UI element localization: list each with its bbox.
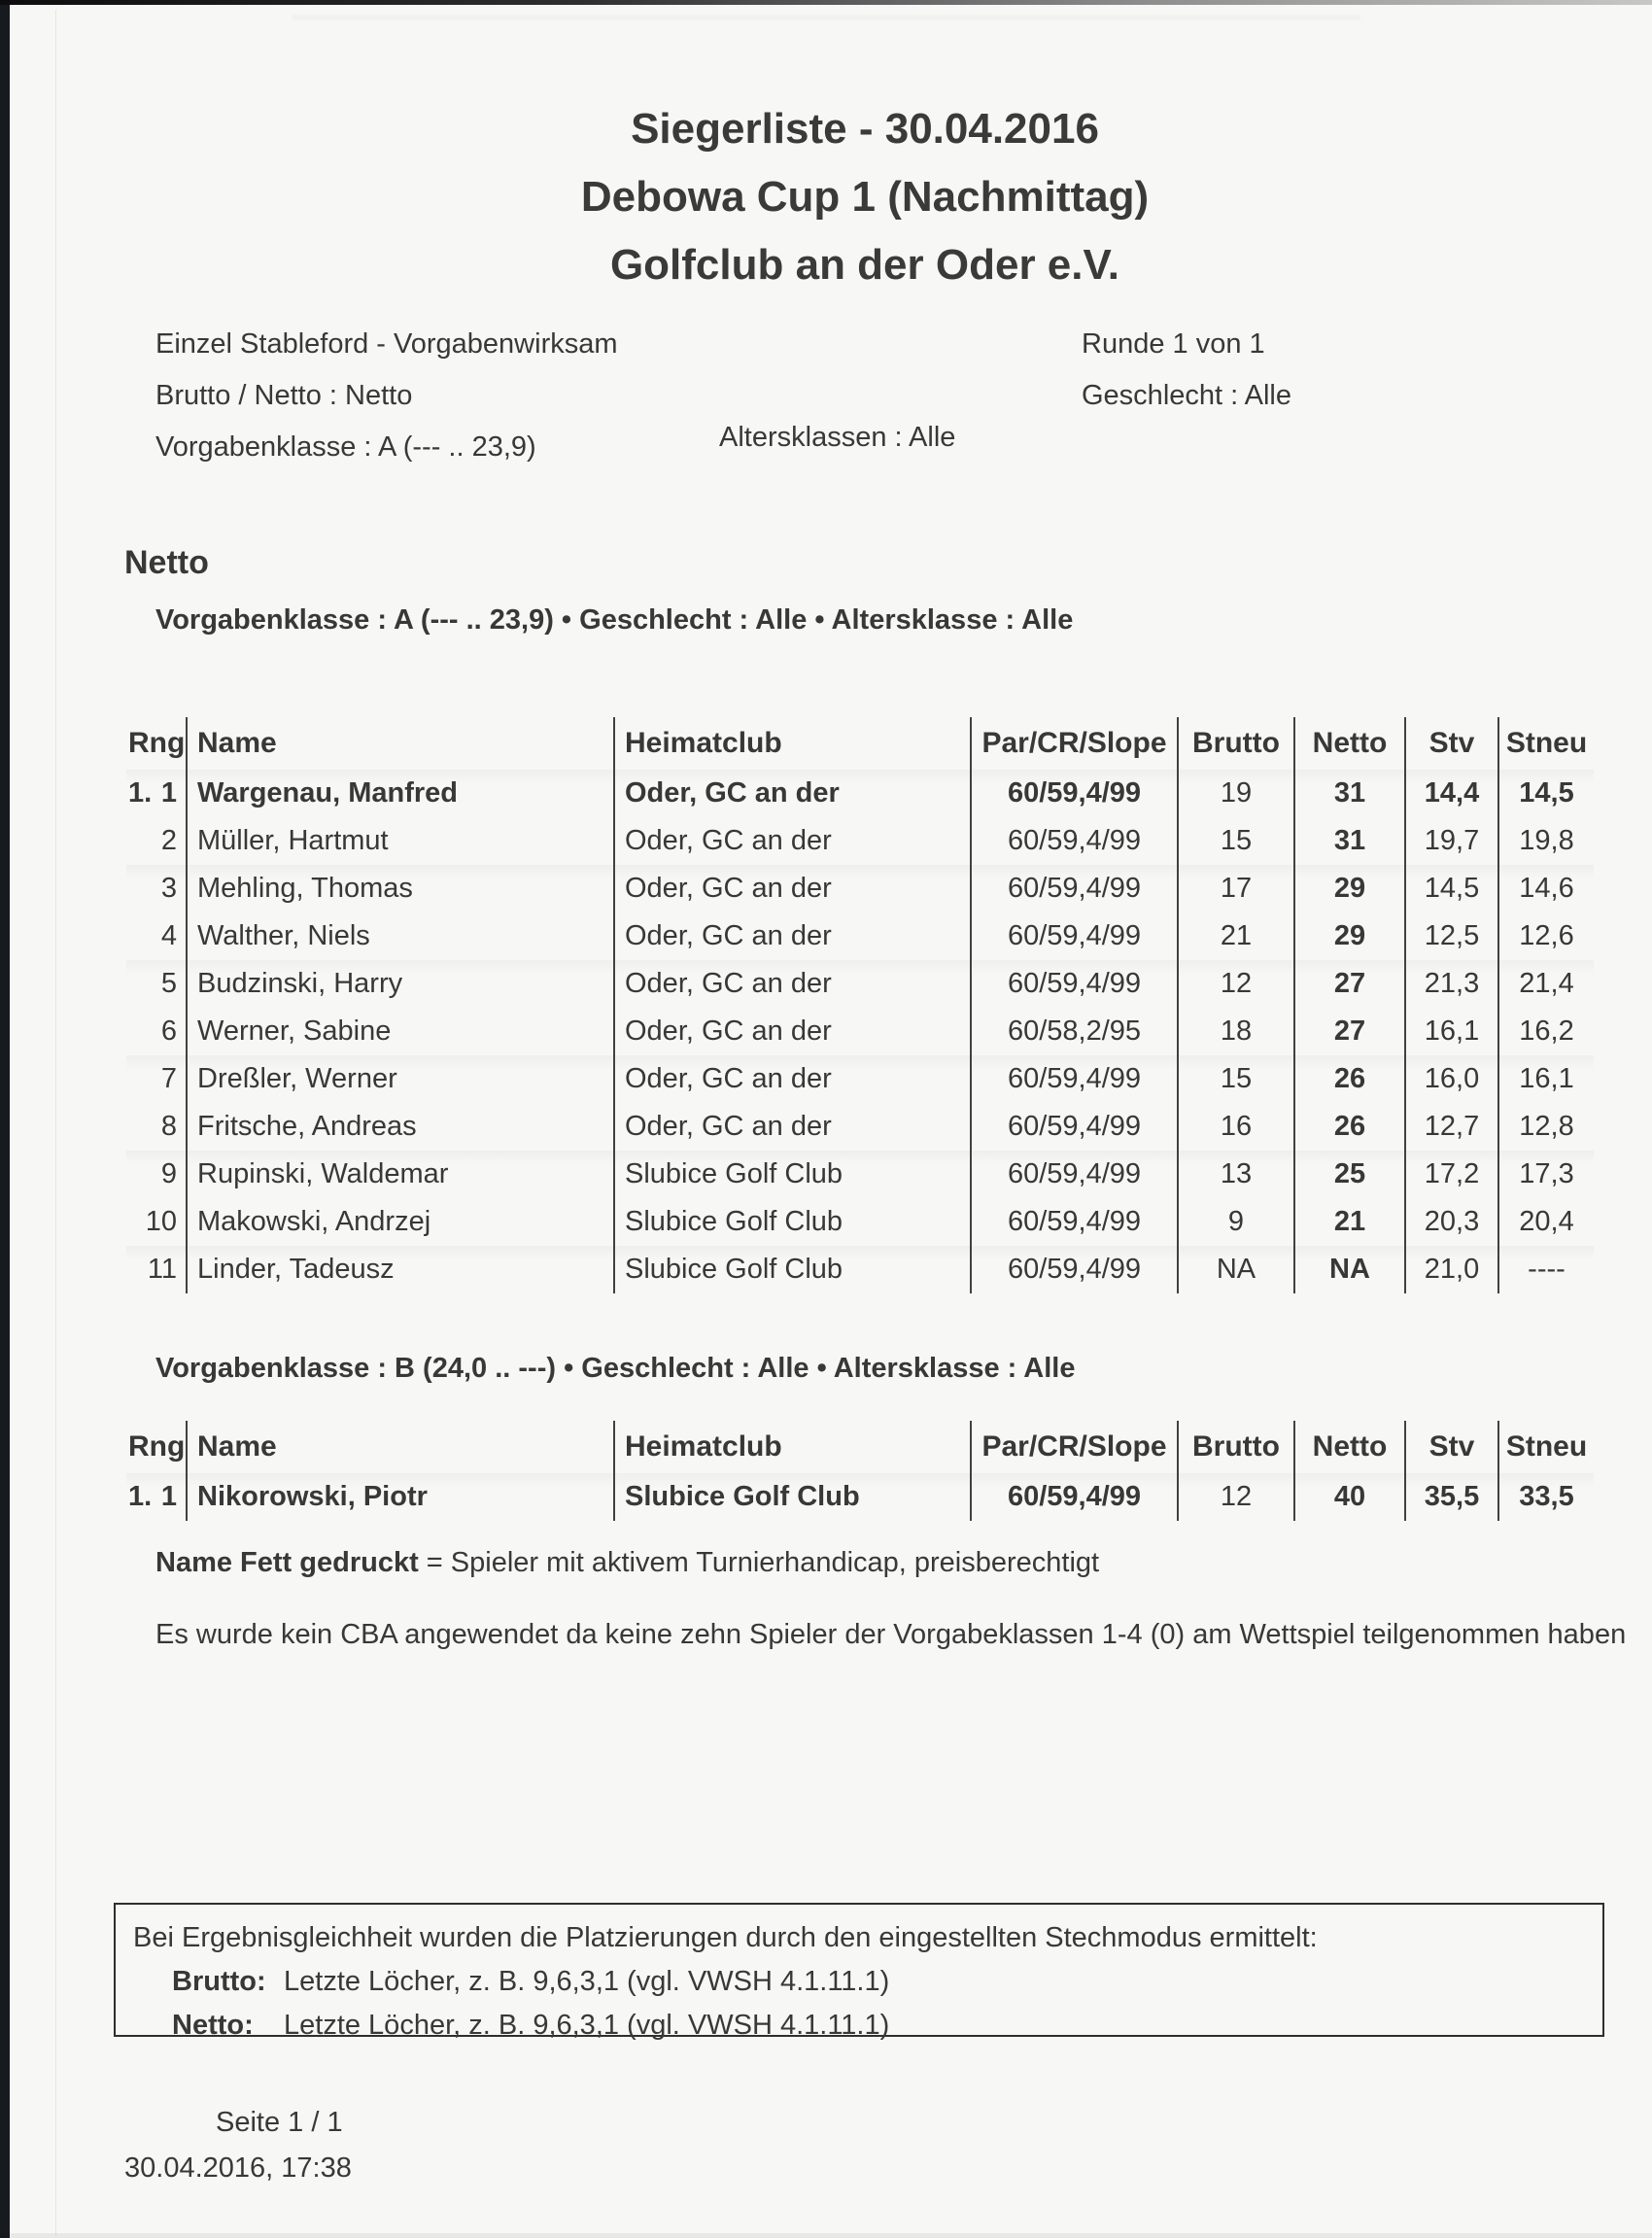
player-name: Dreßler, Werner <box>188 1055 615 1103</box>
netto-score: NA <box>1295 1246 1406 1293</box>
row-number: 8 <box>160 1111 177 1142</box>
table-row <box>126 817 1594 865</box>
par-cr-slope: 60/59,4/99 <box>972 865 1179 912</box>
brutto-score: 13 <box>1179 1151 1295 1198</box>
netto-score: 31 <box>1295 770 1406 817</box>
runde-line: Runde 1 von 1 <box>1082 328 1265 360</box>
par-cr-slope: 60/59,4/99 <box>972 770 1179 817</box>
netto-score: 31 <box>1295 817 1406 865</box>
scan-page-edge-line <box>55 10 56 2235</box>
stv-value: 12,5 <box>1406 912 1499 960</box>
stv-value: 16,0 <box>1406 1055 1499 1103</box>
home-club: Oder, GC an der <box>615 770 972 817</box>
geschlecht-line: Geschlecht : Alle <box>1082 380 1291 411</box>
document-title-block <box>39 95 1652 299</box>
brutto-score: 16 <box>1179 1103 1295 1151</box>
brutto-score: 9 <box>1179 1198 1295 1246</box>
brutto-rule-text: Letzte Löcher, z. B. 9,6,3,1 (vgl. VWSH 4.1.11.1) <box>284 1966 890 1997</box>
home-club: Oder, GC an der <box>615 1008 972 1055</box>
header-heimatclub: Heimatclub <box>615 1421 972 1473</box>
cba-note: Es wurde kein CBA angewendet da keine zehn Spieler der Vorgabeklassen 1-4 (0) am Wettspiel teilgenommen haben <box>155 1619 1627 1650</box>
table-row <box>126 770 1594 817</box>
home-club: Oder, GC an der <box>615 1055 972 1103</box>
home-club: Oder, GC an der <box>615 817 972 865</box>
stv-value: 16,1 <box>1406 1008 1499 1055</box>
stv-value: 14,5 <box>1406 865 1499 912</box>
table-row <box>126 960 1594 1008</box>
results-table-class-b <box>126 1421 1594 1521</box>
par-cr-slope: 60/59,4/99 <box>972 1198 1179 1246</box>
stechmodus-box <box>114 1903 1604 2041</box>
table-row <box>126 1151 1594 1198</box>
vorgabenklasse-line: Vorgabenklasse : A (--- .. 23,9) <box>155 431 536 463</box>
stv-value: 20,3 <box>1406 1198 1499 1246</box>
stneu-value: 21,4 <box>1519 968 1574 999</box>
table-row <box>126 1473 1594 1521</box>
stneu-value: 17,3 <box>1519 1158 1574 1189</box>
stv-value: 19,7 <box>1406 817 1499 865</box>
par-cr-slope: 60/59,4/99 <box>972 1473 1179 1521</box>
netto-score: 21 <box>1295 1198 1406 1246</box>
stneu-value: 12,6 <box>1519 920 1574 951</box>
header-rng: Rng <box>128 1430 186 1463</box>
brutto-score: 19 <box>1179 770 1295 817</box>
row-number: 11 <box>147 1254 177 1285</box>
stechmodus-intro <box>133 1916 1602 1960</box>
table-row <box>126 1008 1594 1055</box>
netto-label: Netto: <box>172 2010 254 2041</box>
header-brutto: Brutto <box>1179 717 1295 770</box>
tournament-info-right <box>1082 319 1291 422</box>
player-name: Wargenau, Manfred <box>188 770 615 817</box>
netto-score: 26 <box>1295 1055 1406 1103</box>
row-number: 3 <box>160 873 177 904</box>
title-line-1: Siegerliste - 30.04.2016 <box>631 105 1099 153</box>
brutto-score: 17 <box>1179 865 1295 912</box>
brutto-score: 18 <box>1179 1008 1295 1055</box>
par-cr-slope: 60/59,4/99 <box>972 1246 1179 1293</box>
home-club: Slubice Golf Club <box>615 1151 972 1198</box>
brutto-label: Brutto: <box>172 1966 266 1997</box>
brutto-score: 15 <box>1179 1055 1295 1103</box>
print-datetime: 30.04.2016, 17:38 <box>124 2152 352 2184</box>
header-heimatclub: Heimatclub <box>615 717 972 770</box>
altersklassen-line: Altersklassen : Alle <box>719 422 956 453</box>
player-name: Budzinski, Harry <box>188 960 615 1008</box>
netto-rule-text: Letzte Löcher, z. B. 9,6,3,1 (vgl. VWSH 4.1.11.1) <box>284 2010 890 2041</box>
scan-left-edge-artifact <box>0 0 10 2238</box>
header-par-cr-slope: Par/CR/Slope <box>972 717 1179 770</box>
header-stneu: Stneu <box>1505 1430 1588 1463</box>
stneu-value: 12,8 <box>1519 1111 1574 1142</box>
table-row <box>126 1055 1594 1103</box>
brutto-score: 15 <box>1179 817 1295 865</box>
netto-score: 26 <box>1295 1103 1406 1151</box>
row-number: 7 <box>160 1063 177 1094</box>
header-netto: Netto <box>1295 1421 1406 1473</box>
table-row <box>126 1246 1594 1293</box>
row-number: 1 <box>160 1481 177 1512</box>
player-name: Werner, Sabine <box>188 1008 615 1055</box>
header-rng: Rng <box>128 727 186 759</box>
netto-score: 27 <box>1295 1008 1406 1055</box>
home-club: Slubice Golf Club <box>615 1198 972 1246</box>
row-number: 4 <box>160 920 177 951</box>
header-brutto: Brutto <box>1179 1421 1295 1473</box>
header-name: Name <box>188 717 615 770</box>
legend-rest: = Spieler mit aktivem Turnierhandicap, preisberechtigt <box>426 1547 1100 1578</box>
stneu-value: 19,8 <box>1519 825 1574 856</box>
player-name: Fritsche, Andreas <box>188 1103 615 1151</box>
class-b-subtitle: Vorgabenklasse : B (24,0 .. ---) • Geschlecht : Alle • Altersklasse : Alle <box>155 1353 1076 1384</box>
brutto-score: 12 <box>1179 1473 1295 1521</box>
player-name: Müller, Hartmut <box>188 817 615 865</box>
bold-name-legend-note <box>155 1547 1099 1579</box>
row-number: 6 <box>160 1016 177 1047</box>
netto-score: 27 <box>1295 960 1406 1008</box>
netto-score: 29 <box>1295 865 1406 912</box>
table-header-row <box>126 717 1594 770</box>
header-par-cr-slope: Par/CR/Slope <box>972 1421 1179 1473</box>
player-name: Linder, Tadeusz <box>188 1246 615 1293</box>
netto-score: 25 <box>1295 1151 1406 1198</box>
scan-bottom-edge-artifact <box>0 2233 1652 2238</box>
stv-value: 21,3 <box>1406 960 1499 1008</box>
results-table-class-a <box>126 717 1594 1293</box>
stneu-value: 33,5 <box>1519 1481 1574 1512</box>
rank-label: 1. <box>128 777 153 809</box>
stv-value: 14,4 <box>1406 770 1499 817</box>
stv-value: 35,5 <box>1406 1473 1499 1521</box>
player-name: Mehling, Thomas <box>188 865 615 912</box>
par-cr-slope: 60/59,4/99 <box>972 1151 1179 1198</box>
home-club: Oder, GC an der <box>615 1103 972 1151</box>
par-cr-slope: 60/59,4/99 <box>972 817 1179 865</box>
home-club: Oder, GC an der <box>615 960 972 1008</box>
stneu-value: ---- <box>1528 1254 1566 1285</box>
par-cr-slope: 60/59,4/99 <box>972 912 1179 960</box>
brutto-netto-line: Brutto / Netto : Netto <box>155 380 413 411</box>
title-line-2: Debowa Cup 1 (Nachmittag) <box>580 173 1150 221</box>
netto-score: 40 <box>1295 1473 1406 1521</box>
header-stneu: Stneu <box>1505 727 1588 759</box>
brutto-score: 12 <box>1179 960 1295 1008</box>
stv-value: 12,7 <box>1406 1103 1499 1151</box>
home-club: Slubice Golf Club <box>615 1246 972 1293</box>
stneu-value: 20,4 <box>1519 1206 1574 1237</box>
home-club: Oder, GC an der <box>615 912 972 960</box>
stechmodus-intro-text: Bei Ergebnisgleichheit wurden die Platzierungen durch den eingestellten Stechmodus ermittelt: <box>133 1922 1318 1953</box>
par-cr-slope: 60/59,4/99 <box>972 1055 1179 1103</box>
player-name: Makowski, Andrzej <box>188 1198 615 1246</box>
brutto-score: 21 <box>1179 912 1295 960</box>
row-number: 2 <box>160 825 177 856</box>
par-cr-slope: 60/59,4/99 <box>972 1103 1179 1151</box>
page-number: Seite 1 / 1 <box>216 2107 343 2138</box>
legend-bold-label: Name Fett gedruckt <box>155 1547 419 1578</box>
scan-smear <box>292 16 1360 19</box>
netto-score: 29 <box>1295 912 1406 960</box>
format-line: Einzel Stableford - Vorgabenwirksam <box>155 328 618 360</box>
home-club: Oder, GC an der <box>615 865 972 912</box>
stneu-value: 14,5 <box>1519 777 1574 809</box>
title-line-3: Golfclub an der Oder e.V. <box>609 241 1120 289</box>
header-stv: Stv <box>1406 1421 1499 1473</box>
scan-top-edge-artifact <box>0 0 1652 5</box>
rank-label: 1. <box>128 1481 153 1512</box>
header-stv: Stv <box>1406 717 1499 770</box>
stechmodus-netto-line <box>133 2004 1602 2048</box>
class-a-subtitle: Vorgabenklasse : A (--- .. 23,9) • Geschlecht : Alle • Altersklasse : Alle <box>155 604 1074 636</box>
header-name: Name <box>188 1421 615 1473</box>
table-row <box>126 912 1594 960</box>
row-number: 1 <box>160 777 177 809</box>
table-row <box>126 865 1594 912</box>
player-name: Nikorowski, Piotr <box>188 1473 615 1521</box>
stneu-value: 14,6 <box>1519 873 1574 904</box>
table-row <box>126 1103 1594 1151</box>
home-club: Slubice Golf Club <box>615 1473 972 1521</box>
stv-value: 17,2 <box>1406 1151 1499 1198</box>
tournament-info-left <box>155 319 618 473</box>
table-row <box>126 1198 1594 1246</box>
stechmodus-brutto-line <box>133 1960 1602 2004</box>
player-name: Walther, Niels <box>188 912 615 960</box>
stv-value: 21,0 <box>1406 1246 1499 1293</box>
par-cr-slope: 60/58,2/95 <box>972 1008 1179 1055</box>
player-name: Rupinski, Waldemar <box>188 1151 615 1198</box>
stneu-value: 16,2 <box>1519 1016 1574 1047</box>
netto-section-heading: Netto <box>124 544 209 581</box>
row-number: 10 <box>145 1206 177 1237</box>
table-header-row <box>126 1421 1594 1473</box>
brutto-score: NA <box>1179 1246 1295 1293</box>
par-cr-slope: 60/59,4/99 <box>972 960 1179 1008</box>
row-number: 5 <box>160 968 177 999</box>
stneu-value: 16,1 <box>1519 1063 1574 1094</box>
header-netto: Netto <box>1295 717 1406 770</box>
row-number: 9 <box>160 1158 177 1189</box>
